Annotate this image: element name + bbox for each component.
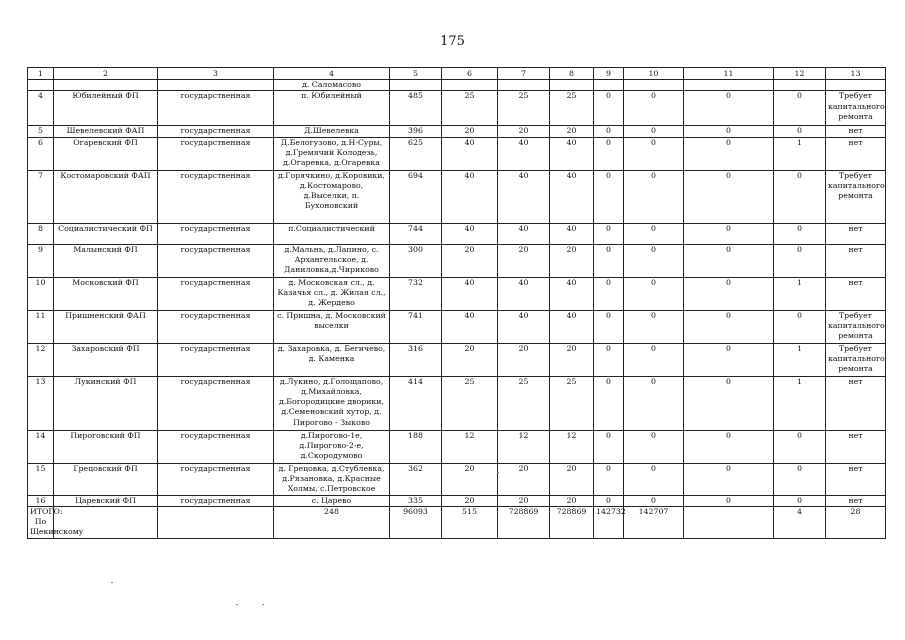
table-cell: 0	[624, 223, 684, 244]
table-row	[28, 91, 886, 126]
table-cell: 0	[684, 343, 774, 376]
header-cell: 4	[274, 68, 390, 80]
table-cell: 0	[774, 430, 826, 463]
table-cell: 20	[442, 126, 498, 137]
table-row	[28, 376, 886, 430]
table-cell: 20	[498, 463, 550, 495]
table-cell: 0	[684, 223, 774, 244]
scan-speck	[262, 604, 264, 605]
header-cell: 13	[826, 68, 886, 80]
table-cell: нет	[826, 430, 886, 463]
scan-speck	[497, 472, 499, 473]
table-cell: Социалистический ФП	[54, 223, 158, 244]
table-cell: 40	[442, 170, 498, 223]
table-cell: 1	[774, 343, 826, 376]
table-cell: 12	[498, 430, 550, 463]
table-row	[28, 244, 886, 277]
table-cell: Требует капитального ремонта	[826, 91, 886, 126]
table-cell: государственная	[158, 310, 274, 343]
table-cell: 20	[550, 495, 594, 506]
table-cell: 40	[498, 170, 550, 223]
header-cell: 12	[774, 68, 826, 80]
header-cell: 2	[54, 68, 158, 80]
table-cell: 732	[390, 277, 442, 310]
table-cell: 25	[498, 91, 550, 126]
table-cell: 0	[774, 463, 826, 495]
table-cell: д.Горячкино, д.Коровики, д.Костомарово, д.Выселки, п. Бухоновский	[274, 170, 390, 223]
table-cell: нет	[826, 137, 886, 170]
table-cell: 20	[498, 126, 550, 137]
table-cell: 0	[684, 463, 774, 495]
header-cell: 3	[158, 68, 274, 80]
scan-speck	[111, 582, 113, 583]
page-number: 175	[440, 34, 465, 49]
table-cell: 0	[624, 430, 684, 463]
table-cell: 485	[390, 91, 442, 126]
table-cell	[390, 80, 442, 91]
table-cell	[684, 80, 774, 91]
table-cell: 316	[390, 343, 442, 376]
table-cell: Огаревский ФП	[54, 137, 158, 170]
table-cell	[28, 80, 54, 91]
table-cell: Требует капитального ремонта	[826, 170, 886, 223]
table-row	[28, 310, 886, 343]
table-cell: 20	[442, 495, 498, 506]
table-cell: государственная	[158, 91, 274, 126]
table-cell: 20	[550, 343, 594, 376]
table-cell: 20	[442, 463, 498, 495]
table-cell: 0	[684, 430, 774, 463]
header-cell: 8	[550, 68, 594, 80]
header-cell: 9	[594, 68, 624, 80]
table-cell: 25	[550, 376, 594, 430]
table-cell: 1	[774, 376, 826, 430]
table-cell: 396	[390, 126, 442, 137]
table-cell: государственная	[158, 223, 274, 244]
table-cell: д. Грецовка, д.Стублевка, д.Рязановка, д.Красные Холмы, с.Петровское	[274, 463, 390, 495]
table-cell: Захаровский ФП	[54, 343, 158, 376]
table-cell: 0	[684, 376, 774, 430]
table-cell: государственная	[158, 137, 274, 170]
table-cell: нет	[826, 463, 886, 495]
table-cell: 7	[28, 170, 54, 223]
table-cell: 20	[442, 343, 498, 376]
table-cell: 142732	[594, 506, 624, 538]
table-cell: нет	[826, 277, 886, 310]
table-cell: 12	[550, 430, 594, 463]
table-cell: 300	[390, 244, 442, 277]
table-cell: 0	[684, 170, 774, 223]
table-cell: 10	[28, 277, 54, 310]
table-cell: 0	[624, 495, 684, 506]
table-cell	[594, 80, 624, 91]
table-cell: 5	[28, 126, 54, 137]
table-cell: 40	[442, 137, 498, 170]
table-cell	[550, 80, 594, 91]
table-cell: 0	[684, 310, 774, 343]
table-row	[28, 126, 886, 137]
table-cell: 0	[594, 223, 624, 244]
table-cell: 0	[594, 277, 624, 310]
table-cell: 40	[498, 137, 550, 170]
table-cell: 0	[624, 126, 684, 137]
table-row	[28, 137, 886, 170]
table-cell: 0	[594, 463, 624, 495]
table-cell: 40	[442, 277, 498, 310]
header-row	[28, 68, 886, 80]
table-cell: 0	[774, 310, 826, 343]
table-cell: 0	[624, 91, 684, 126]
table-cell: 0	[684, 244, 774, 277]
table-cell: 1	[774, 277, 826, 310]
table-cell: 28	[826, 506, 886, 538]
table-cell: Царевский ФП	[54, 495, 158, 506]
table-cell: 11	[28, 310, 54, 343]
table-cell: 40	[550, 223, 594, 244]
table-cell: 25	[442, 91, 498, 126]
table-cell: 335	[390, 495, 442, 506]
table-cell: 744	[390, 223, 442, 244]
table-cell: 728869	[498, 506, 550, 538]
table-cell: 40	[498, 310, 550, 343]
table-cell: 8	[28, 223, 54, 244]
table-cell: государственная	[158, 376, 274, 430]
table-cell: 0	[624, 277, 684, 310]
table-cell: 13	[28, 376, 54, 430]
table-cell: нет	[826, 244, 886, 277]
table-cell: 0	[624, 376, 684, 430]
table-cell: 40	[550, 310, 594, 343]
table-cell: 40	[498, 223, 550, 244]
table-cell: 0	[774, 495, 826, 506]
table-cell: 14	[28, 430, 54, 463]
table-cell: 25	[550, 91, 594, 126]
table-cell: 414	[390, 376, 442, 430]
table-cell: Требует капитального ремонта	[826, 310, 886, 343]
table-cell	[774, 80, 826, 91]
table-cell: 362	[390, 463, 442, 495]
table-cell	[624, 80, 684, 91]
table-cell: нет	[826, 376, 886, 430]
table-cell: 16	[28, 495, 54, 506]
table-cell: 0	[594, 126, 624, 137]
table-cell: с. Пришна, д. Московский выселки	[274, 310, 390, 343]
scan-speck	[236, 604, 238, 605]
table-cell: 0	[594, 244, 624, 277]
table-cell: 20	[550, 126, 594, 137]
table-cell: 694	[390, 170, 442, 223]
table-cell: 248	[274, 506, 390, 538]
table-cell: 4	[28, 91, 54, 126]
table-cell: с. Царево	[274, 495, 390, 506]
table-cell: 25	[442, 376, 498, 430]
table-cell	[826, 80, 886, 91]
table-cell: 40	[550, 137, 594, 170]
facilities-table	[27, 67, 886, 539]
table-cell: 15	[28, 463, 54, 495]
table-cell: 0	[684, 91, 774, 126]
table-cell: 20	[498, 244, 550, 277]
table-cell: 0	[624, 170, 684, 223]
table-cell: 0	[624, 244, 684, 277]
table-cell: государственная	[158, 430, 274, 463]
table-cell: Московский ФП	[54, 277, 158, 310]
table-cell: 741	[390, 310, 442, 343]
table-row	[28, 343, 886, 376]
table-cell: 0	[684, 126, 774, 137]
table-cell: п.Социалистический	[274, 223, 390, 244]
table-cell: государственная	[158, 277, 274, 310]
header-cell: 7	[498, 68, 550, 80]
header-cell: 10	[624, 68, 684, 80]
table-cell: Д.Шевелевка	[274, 126, 390, 137]
table-cell: 25	[498, 376, 550, 430]
table-cell: 20	[550, 463, 594, 495]
table-cell: 0	[774, 91, 826, 126]
table-cell: нет	[826, 126, 886, 137]
table-cell: 40	[442, 223, 498, 244]
table-cell: 20	[498, 495, 550, 506]
table-cell: 0	[684, 137, 774, 170]
total-row	[28, 506, 886, 538]
table-cell: государственная	[158, 495, 274, 506]
table-cell: 0	[684, 277, 774, 310]
table-cell: 0	[594, 170, 624, 223]
header-cell: 5	[390, 68, 442, 80]
table-cell: Шевелевский ФАП	[54, 126, 158, 137]
table-cell: Требует капитального ремонта	[826, 343, 886, 376]
table-row	[28, 430, 886, 463]
table-cell: 188	[390, 430, 442, 463]
table-cell: 0	[594, 376, 624, 430]
table-cell: 0	[624, 137, 684, 170]
table-cell	[498, 80, 550, 91]
table-cell: 0	[594, 343, 624, 376]
table-cell: 0	[624, 310, 684, 343]
table-cell: государственная	[158, 126, 274, 137]
table-cell: ИТОГО: По Щекинскому	[28, 506, 54, 538]
table-cell: 40	[550, 170, 594, 223]
table-cell: 0	[774, 244, 826, 277]
table-cell: 0	[624, 343, 684, 376]
table-cell: 0	[594, 430, 624, 463]
table-cell	[158, 80, 274, 91]
table-row	[28, 463, 886, 495]
table-cell: 9	[28, 244, 54, 277]
table-cell: государственная	[158, 463, 274, 495]
header-cell: 11	[684, 68, 774, 80]
table-cell: Костомаровский ФАП	[54, 170, 158, 223]
table-cell: Малынский ФП	[54, 244, 158, 277]
table-cell: 96093	[390, 506, 442, 538]
table-cell: д. Московская сл., д. Казачья сл., д. Жилая сл., д. Жердево	[274, 277, 390, 310]
table-row	[28, 223, 886, 244]
table-cell: 20	[498, 343, 550, 376]
table-cell: 20	[550, 244, 594, 277]
table-cell: 0	[774, 126, 826, 137]
table-cell: 12	[28, 343, 54, 376]
table-cell: Пироговский ФП	[54, 430, 158, 463]
table-cell: нет	[826, 495, 886, 506]
header-cell: 6	[442, 68, 498, 80]
table-row	[28, 277, 886, 310]
table-cell: 728869	[550, 506, 594, 538]
table-cell: д. Захаровка, д. Бегичево, д. Каменка	[274, 343, 390, 376]
table-cell: д.Пирогово-1е, д.Пирогово-2-е, д.Скородумово	[274, 430, 390, 463]
table-cell	[158, 506, 274, 538]
table-cell: п. Юбилейный	[274, 91, 390, 126]
table-cell: 1	[774, 137, 826, 170]
table-row	[28, 170, 886, 223]
table-cell: Пришненский ФАП	[54, 310, 158, 343]
table-cell	[684, 506, 774, 538]
table-cell: 142707	[624, 506, 684, 538]
table-cell: 0	[774, 170, 826, 223]
table-cell: 12	[442, 430, 498, 463]
table-cell: 40	[498, 277, 550, 310]
table-cell: д. Саломасово	[274, 80, 390, 91]
table-cell: 625	[390, 137, 442, 170]
table-cell: 40	[550, 277, 594, 310]
table-cell	[54, 80, 158, 91]
table-cell	[442, 80, 498, 91]
table-cell: государственная	[158, 343, 274, 376]
header-cell: 1	[28, 68, 54, 80]
table-cell: 0	[594, 495, 624, 506]
table-row	[28, 80, 886, 91]
table-cell: 6	[28, 137, 54, 170]
table-cell: Лукинский ФП	[54, 376, 158, 430]
table-cell: д.Лукино, д.Голощапово, д.Михайловка, д.Богородицкие дворики, д.Семеновский хутор, д. Пирогово - Зыково	[274, 376, 390, 430]
table-cell: 20	[442, 244, 498, 277]
table-cell: 0	[594, 310, 624, 343]
table-cell: государственная	[158, 244, 274, 277]
table-cell: Грецовский ФП	[54, 463, 158, 495]
table-cell: 0	[594, 91, 624, 126]
table-cell: 0	[684, 495, 774, 506]
table-cell: Д.Белогузово, д.Н-Суры, д.Гремячий Колодезь, д.Огаревка, д.Огаревка	[274, 137, 390, 170]
table-cell: 0	[774, 223, 826, 244]
table-cell: 515	[442, 506, 498, 538]
table-cell: нет	[826, 223, 886, 244]
table-cell: д.Мальнь, д.Лапино, с. Архангельское, д. Даниловка,д.Чириково	[274, 244, 390, 277]
table-cell: Юбилейный ФП	[54, 91, 158, 126]
table-cell: 0	[624, 463, 684, 495]
table-cell: 0	[594, 137, 624, 170]
table-cell: 4	[774, 506, 826, 538]
table-cell: 40	[442, 310, 498, 343]
table-cell: государственная	[158, 170, 274, 223]
table-row	[28, 495, 886, 506]
